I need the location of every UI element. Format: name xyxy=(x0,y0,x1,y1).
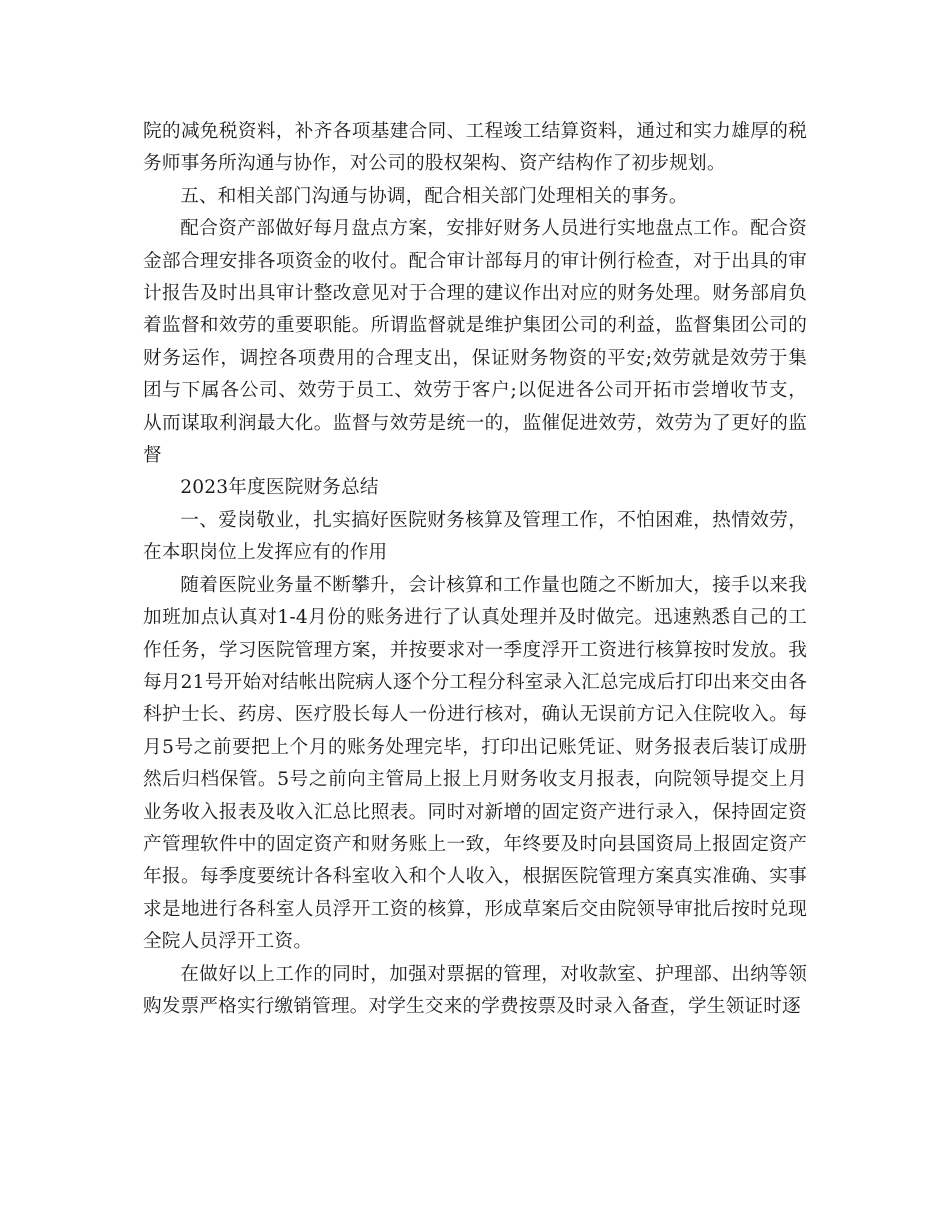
paragraph-invoice-management: 在做好以上工作的同时，加强对票据的管理，对收款室、护理部、出纳等领购发票严格实行缴销管理。对学生交来的学费按票及时录入备查，学生领证时逐 xyxy=(143,963,807,1017)
paragraph-continued: 院的减免税资料，补齐各项基建合同、工程竣工结算资料，通过和实力雄厚的税务师事务所沟通与协作，对公司的股权架构、资产结构作了初步规划。 xyxy=(143,121,807,175)
document-body xyxy=(143,116,807,1023)
section-heading-one: 一、爱岗敬业，扎实搞好医院财务核算及管理工作，不怕困难，热情效劳，在本职岗位上发挥应有的作用 xyxy=(143,509,807,564)
paragraph-coordination: 配合资产部做好每月盘点方案，安排好财务人员进行实地盘点工作。配合资金部合理安排各项资金的收付。配合审计部每月的审计例行检查，对于出具的审计报告及时出具审计整改意见对于合理的建议作出对应的财务处理。财务部肩负着监督和效劳的重要职能。所谓监督就是维护集团公司的利益，监督集团公司的财务运作，调控各项费用的合理支出，保证财务物资的平安;效劳就是效劳于集团与下属各公司、效劳于员工、效劳于客户;以促进各公司开拓市尝增收节支，从而谋取利润最大化。监督与效劳是统一的，监催促进效劳，效劳为了更好的监督 xyxy=(143,218,807,467)
paragraph-accounting: 随着医院业务量不断攀升，会计核算和工作量也随之不断加大，接手以来我加班加点认真对1-4月份的账务进行了认真处理并及时做完。迅速熟悉自己的工作任务，学习医院管理方案，并按要求对一季度浮开工资进行核算按时发放。我每月21号开始对结帐出院病人逐个分工程分科室录入汇总完成后打印出来交由各科护士长、药房、医疗股长每人一份进行核对，确认无误前方记入住院收入。每月5号之前要把上个月的账务处理完毕，打印出记账凭证、财务报表后装订成册然后归档保管。5号之前向主管局上报上月财务收支月报表，向院领导提交上月业务收入报表及收入汇总比照表。同时对新增的固定资产进行录入，保持固定资产管理软件中的固定资产和财务账上一致，年终要及时向县国资局上报固定资产年报。每季度要统计各科室收入和个人收入，根据医院管理方案真实准确、实事求是地进行各科室人员浮开工资的核算，形成草案后交由院领导审批后按时兑现全院人员浮开工资。 xyxy=(143,574,807,953)
document-subtitle: 2023年度医院财务总结 xyxy=(180,477,379,499)
section-heading-five: 五、和相关部门沟通与协调，配合相关部门处理相关的事务。 xyxy=(180,185,688,207)
